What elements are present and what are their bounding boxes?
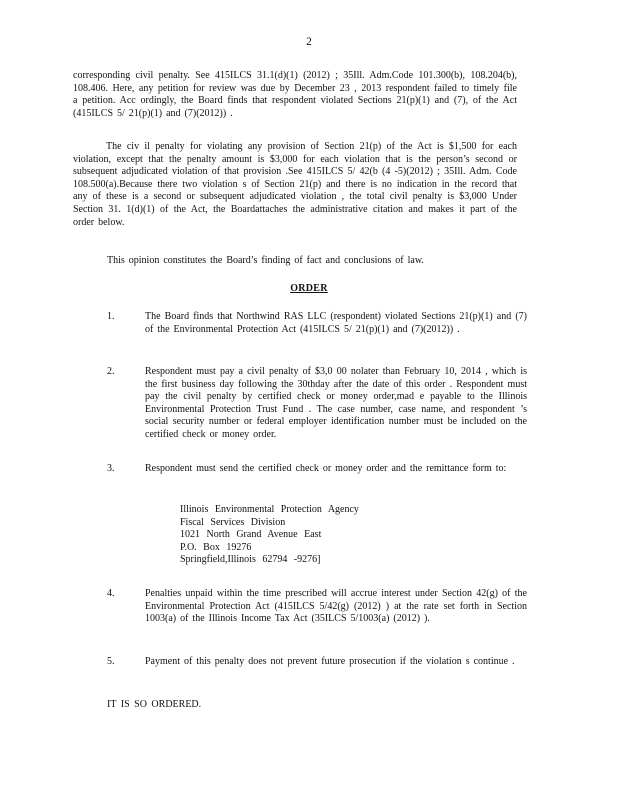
order-item-text: Respondent must pay a civil penalty of $3,0 00 nolater than February 10, 2014 , which is the first business day following the 30thday after the date of this order . Respondent must pay the civil penalty by certified check or money order,mad e payable to the Illinois Environmental Protection Trust Fund . The case number, case name, and respondent ’s social security number or federal employer identification number must be included on the certified check or money order. — [145, 366, 527, 440]
address-line-street: 1021 North Grand Avenue East — [180, 529, 322, 541]
address-line-city: Springfield,Illinois 62794 -9276] — [180, 554, 321, 566]
order-item-text: Penalties unpaid within the time prescribed will accrue interest under Section 42(g) of the Environmental Protection Act (415ILCS 5/42(g) (2012) ) at the rate set forth in Section 1003(a) of the Illinois Income Tax Act (35ILCS 5/1003(a) (2012) ). — [145, 588, 527, 625]
order-item-number: 2. — [107, 366, 115, 377]
order-item-text: Payment of this penalty does not prevent future prosecution if the violation s continue . — [145, 656, 515, 667]
order-item-number: 3. — [107, 463, 115, 474]
order-item-text: Respondent must send the certified check or money order and the remittance form to: — [145, 463, 507, 474]
page-number: 2 — [306, 36, 312, 48]
order-item-text: The Board finds that Northwind RAS LLC (respondent) violated Sections 21(p)(1) and (7) of the Environmental Protection Act (415ILCS 5/ 21(p)(1) and (7)(2012)) . — [145, 311, 527, 335]
address-line-pobox: P.O. Box 19276 — [180, 541, 252, 553]
paragraph-opinion-statement: This opinion constitutes the Board’s finding of fact and conclusions of law. — [107, 255, 424, 266]
remittance-address — [180, 504, 359, 567]
address-line-division: Fiscal Services Division — [180, 516, 286, 528]
address-line-agency: Illinois Environmental Protection Agency — [180, 504, 359, 515]
paragraph-penalty-findings: corresponding civil penalty. See 415ILCS 31.1(d)(1) (2012) ; 35Ill. Adm.Code 101.300(b), 108.204(b), 108.406. Here, any petition for review was due by December 23 , 2013 respondent failed to timely file a petition. Acc ordingly, the Board finds that respondent violated Sections 21(p)(1) and (7), of the Act (415ILCS 5/ 21(p)(1) and (7)(2012)) . — [73, 70, 517, 119]
order-item-number: 5. — [107, 656, 115, 667]
order-item-number: 4. — [107, 588, 115, 599]
paragraph-civil-penalty: The civ il penalty for violating any provision of Section 21(p) of the Act is $1,500 for each violation, except that the penalty amount is $3,000 for each violation that is the person’s second or subsequent adjudicated violation of that provision .See 415ILCS 5/ 42(b (4 -5)(2012) ; 35Ill. Adm. Code 108.500(a).Because there two violation s of Section 21(p) and there is no indication in the record that any of these is a second or subsequent adjudicated violation , the total civil penalty is $3,000 Under Section 31. 1(d)(1) of the Act, the Boardattaches the administrative citation and makes it part of the order below. — [73, 141, 517, 228]
closing-statement: IT IS SO ORDERED. — [107, 699, 202, 710]
order-item-number: 1. — [107, 311, 115, 322]
order-heading: ORDER — [290, 283, 328, 294]
